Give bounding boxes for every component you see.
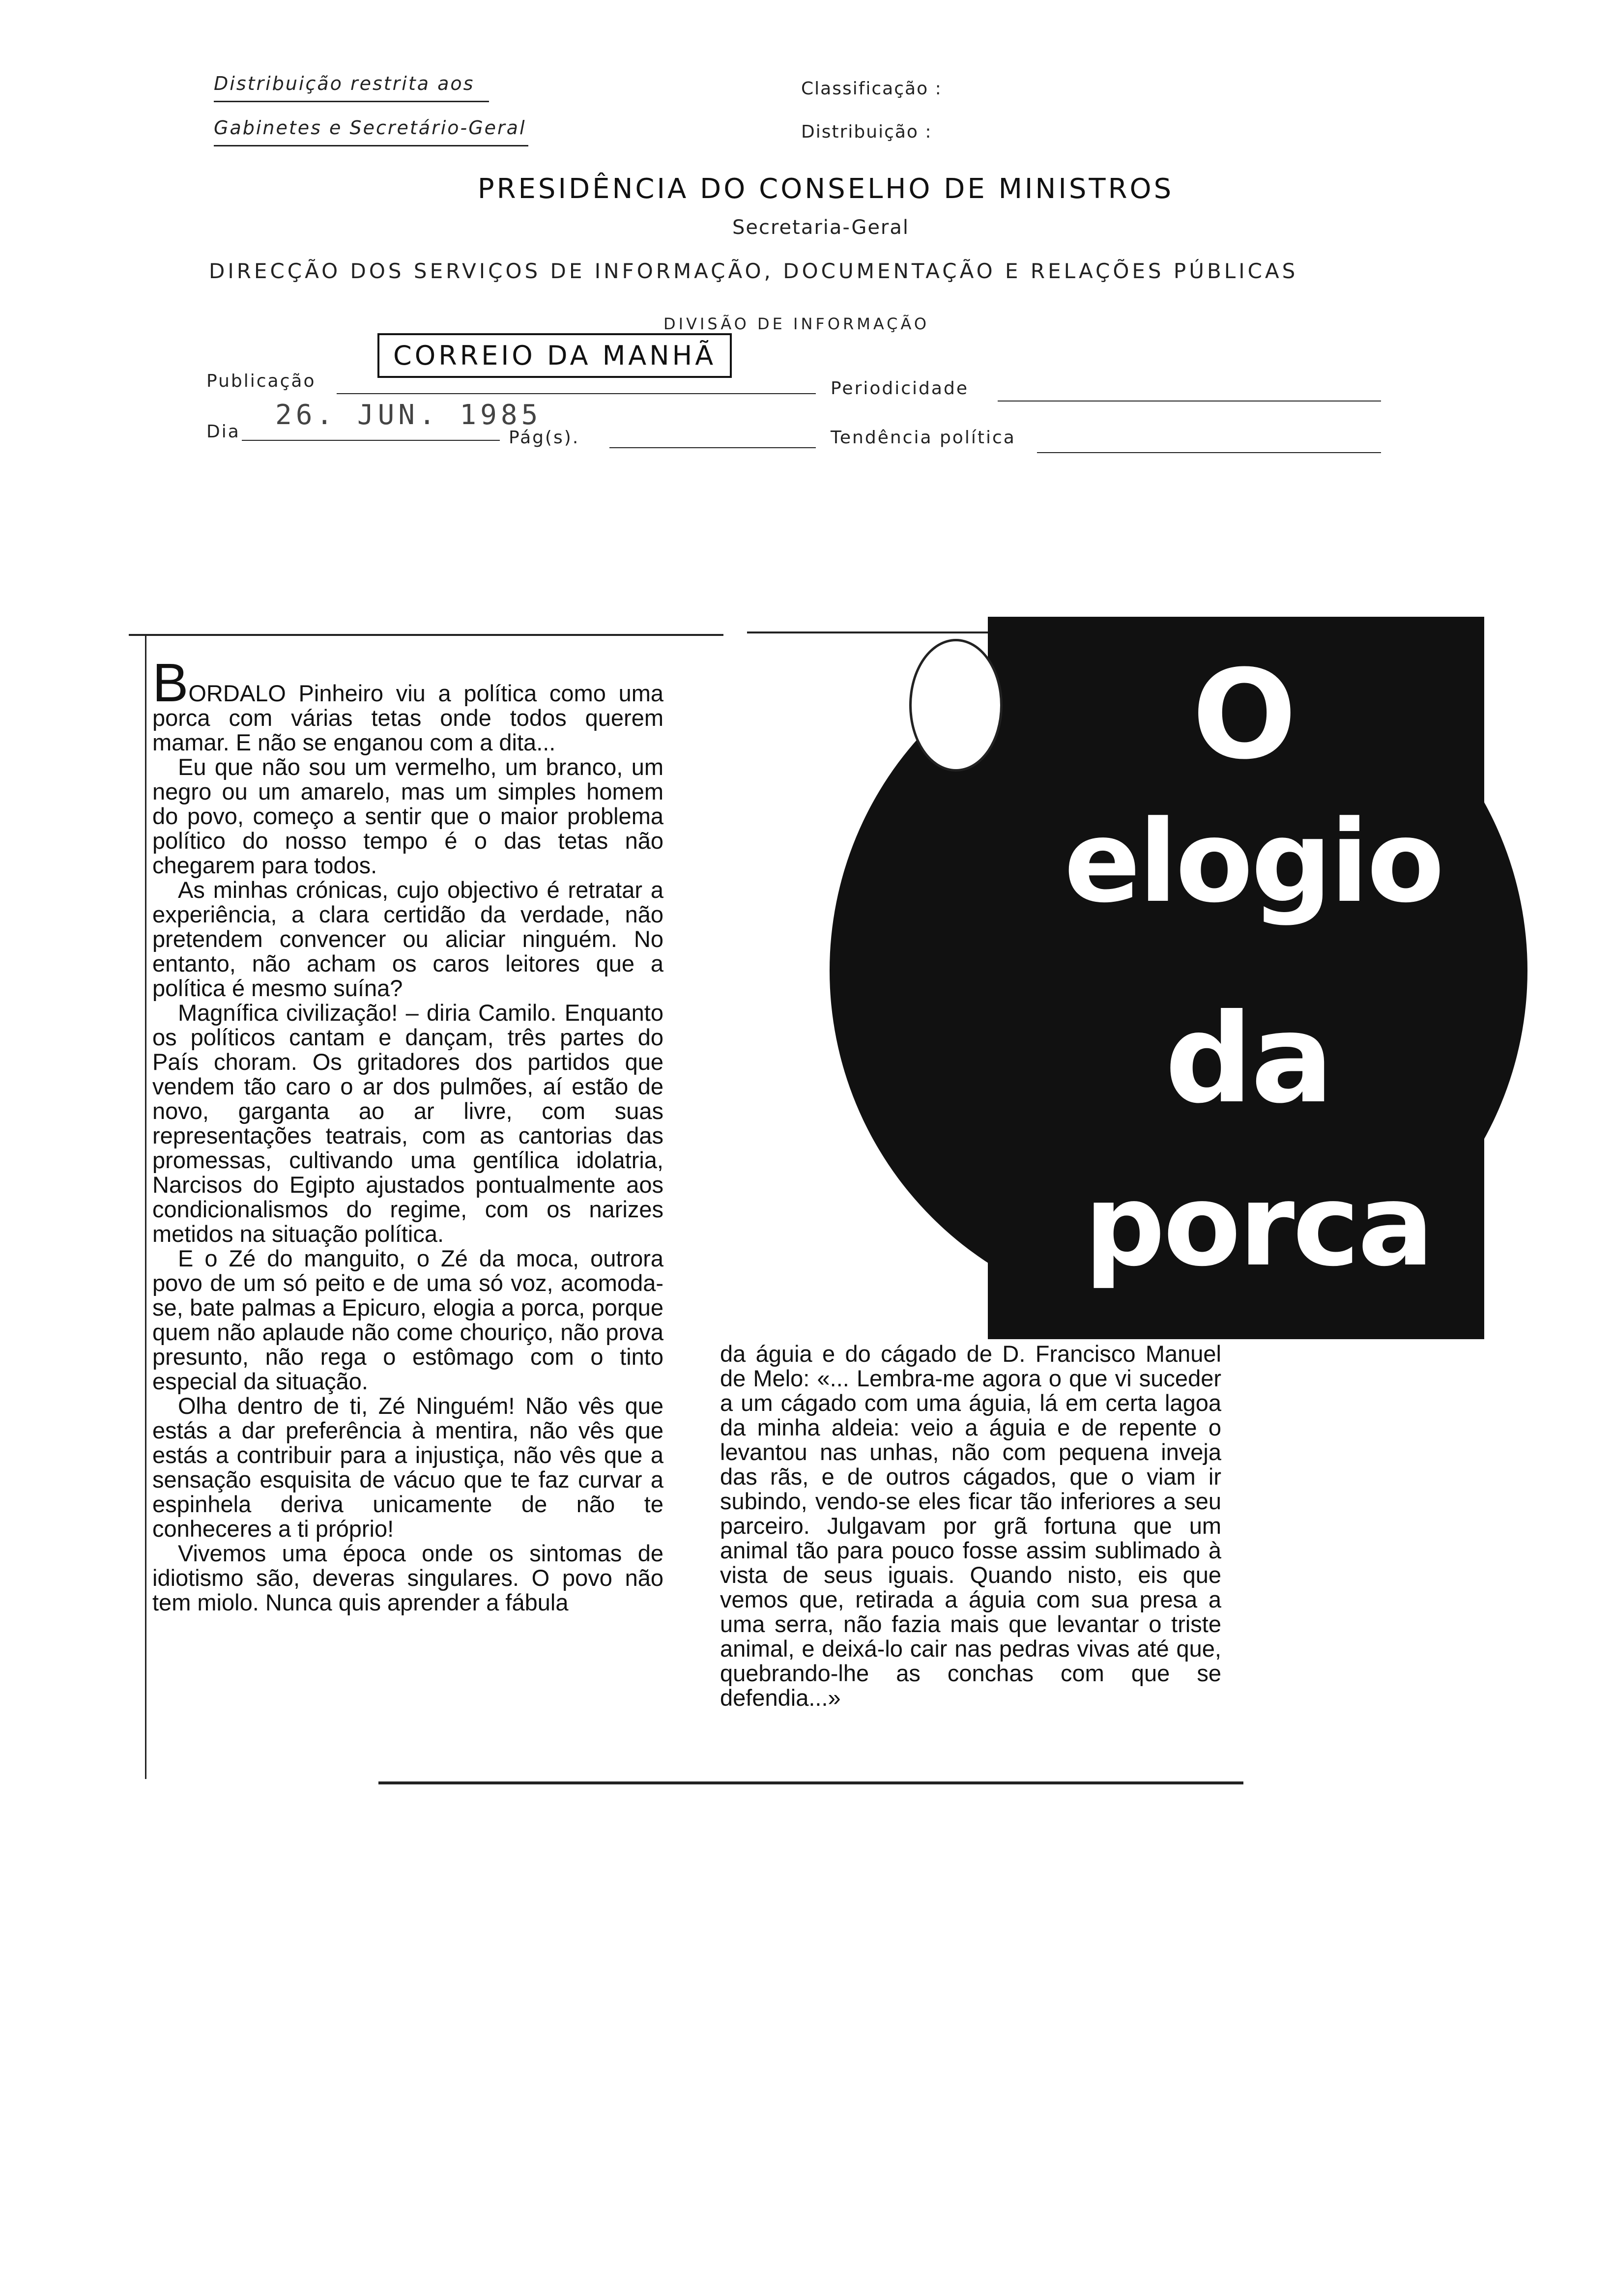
clipping-edge-left <box>145 634 146 1779</box>
distribution-note-line2: Gabinetes e Secretário-Geral <box>214 117 526 139</box>
field-line <box>609 447 816 448</box>
headline-word-3: da <box>1165 987 1332 1130</box>
paragraph: E o Zé do manguito, o Zé da moca, outrora povo de um só peito e de uma só voz, acomoda-se, bate palmas a Epicuro, elogia a porca, porque quem não aplaude não come chouriço, não prova presunto, não rega o estômago com o tinto especial da situação. <box>152 1245 663 1394</box>
headline-word-4: porca <box>1084 1160 1432 1292</box>
paragraph: BORDALO Pinheiro viu a política como uma porca com várias tetas onde todos querem mamar. E não se enganou com a dita... <box>152 653 663 755</box>
classificacao-label: Classificação : <box>801 79 942 99</box>
divisao-line: DIVISÃO DE INFORMAÇÃO <box>663 315 930 333</box>
field-line <box>1037 452 1381 453</box>
article-column-1 <box>152 653 663 1615</box>
pags-label: Pág(s). <box>509 428 580 448</box>
distribuicao-label: Distribuição : <box>801 122 932 142</box>
paragraph: da águia e do cágado de D. Francisco Manuel de Melo: «... Lembra-me agora o que vi suceder a um cágado com uma águia, lá em certa lagoa da minha aldeia: veio a águia e de repente o levantou nas unhas, não com pequena inveja das rãs, e de outros cágados, que o viam ir subindo, vendo-se eles ficar tão inferiores a seu parceiro. Julgavam por grã fortuna que um animal tão para pouco fosse assim sublimado à vista de seus iguais. Quando nisto, eis que vemos que, retirada a águia com sua presa a uma serra, não fazia mais que levantar o triste animal, e deixá-lo cair nas pedras vivas até que, quebrando-lhe as conchas com que se defendia...» <box>720 1341 1221 1711</box>
paragraph: Magnífica civilização! – diria Camilo. Enquanto os políticos cantam e dançam, três partes do País choram. Os gritadores dos partidos que vendem tão caro o ar dos pulmões, aí estão de novo, garganta ao ar livre, com suas representações teatrais, com as cantorias das promessas, cultivando uma gentílica idolatria, Narcisos do Egipto ajustados pontualmente aos condicionalismos do regime, com os narizes metidos na situação política. <box>152 1000 663 1247</box>
clipping-edge-top <box>129 634 723 636</box>
page-title: PRESIDÊNCIA DO CONSELHO DE MINISTROS <box>477 173 1174 205</box>
dropcap: B <box>152 653 189 713</box>
field-line <box>337 393 816 394</box>
headline-word-2: elogio <box>1064 797 1443 928</box>
distribution-note-line1: Distribuição restrita aos <box>214 73 475 94</box>
page-subtitle: Secretaria-Geral <box>732 216 909 239</box>
publication-stamp: CORREIO DA MANHÃ <box>377 333 732 378</box>
tendencia-label: Tendência política <box>831 428 1016 448</box>
paragraph: Vivemos uma época onde os sintomas de idiotismo são, deveras singulares. O povo não tem miolo. Nunca quis aprender a fábula <box>152 1540 663 1615</box>
paragraph: Eu que não sou um vermelho, um branco, um negro ou um amarelo, mas um simples homem do povo, começo a sentir que o maior problema político do nosso tempo é o das tetas não chegarem para todos. <box>152 754 663 878</box>
date-stamp: 26. JUN. 1985 <box>275 399 542 431</box>
publicacao-label: Publicação <box>206 371 316 391</box>
paragraph: Olha dentro de ti, Zé Ninguém! Não vês que estás a dar preferência à mentira, não vês que estás a contribuir para a injustiça, não vês que a sensação esquisita de vácuo que te faz curvar a espinhela deriva unicamente de não te conheceres a ti próprio! <box>152 1393 663 1542</box>
field-line <box>242 440 500 441</box>
direccao-line: DIRECÇÃO DOS SERVIÇOS DE INFORMAÇÃO, DOCUMENTAÇÃO E RELAÇÕES PÚBLICAS <box>209 259 1298 283</box>
underline <box>214 101 489 102</box>
headline-blob-cutout <box>909 639 1003 772</box>
periodicidade-label: Periodicidade <box>831 378 969 399</box>
article-column-2 <box>720 1342 1221 1710</box>
underline <box>214 145 528 146</box>
paragraph: As minhas crónicas, cujo objectivo é retratar a experiência, a clara certidão da verdade, não pretendem convencer ou aliciar ninguém. No entanto, não acham os caros leitores que a política é mesmo suína? <box>152 877 663 1001</box>
clipping-edge-bottom <box>378 1781 1243 1784</box>
dia-label: Dia <box>206 422 240 442</box>
field-line <box>998 401 1381 402</box>
headline-word-1: O <box>1192 643 1295 786</box>
